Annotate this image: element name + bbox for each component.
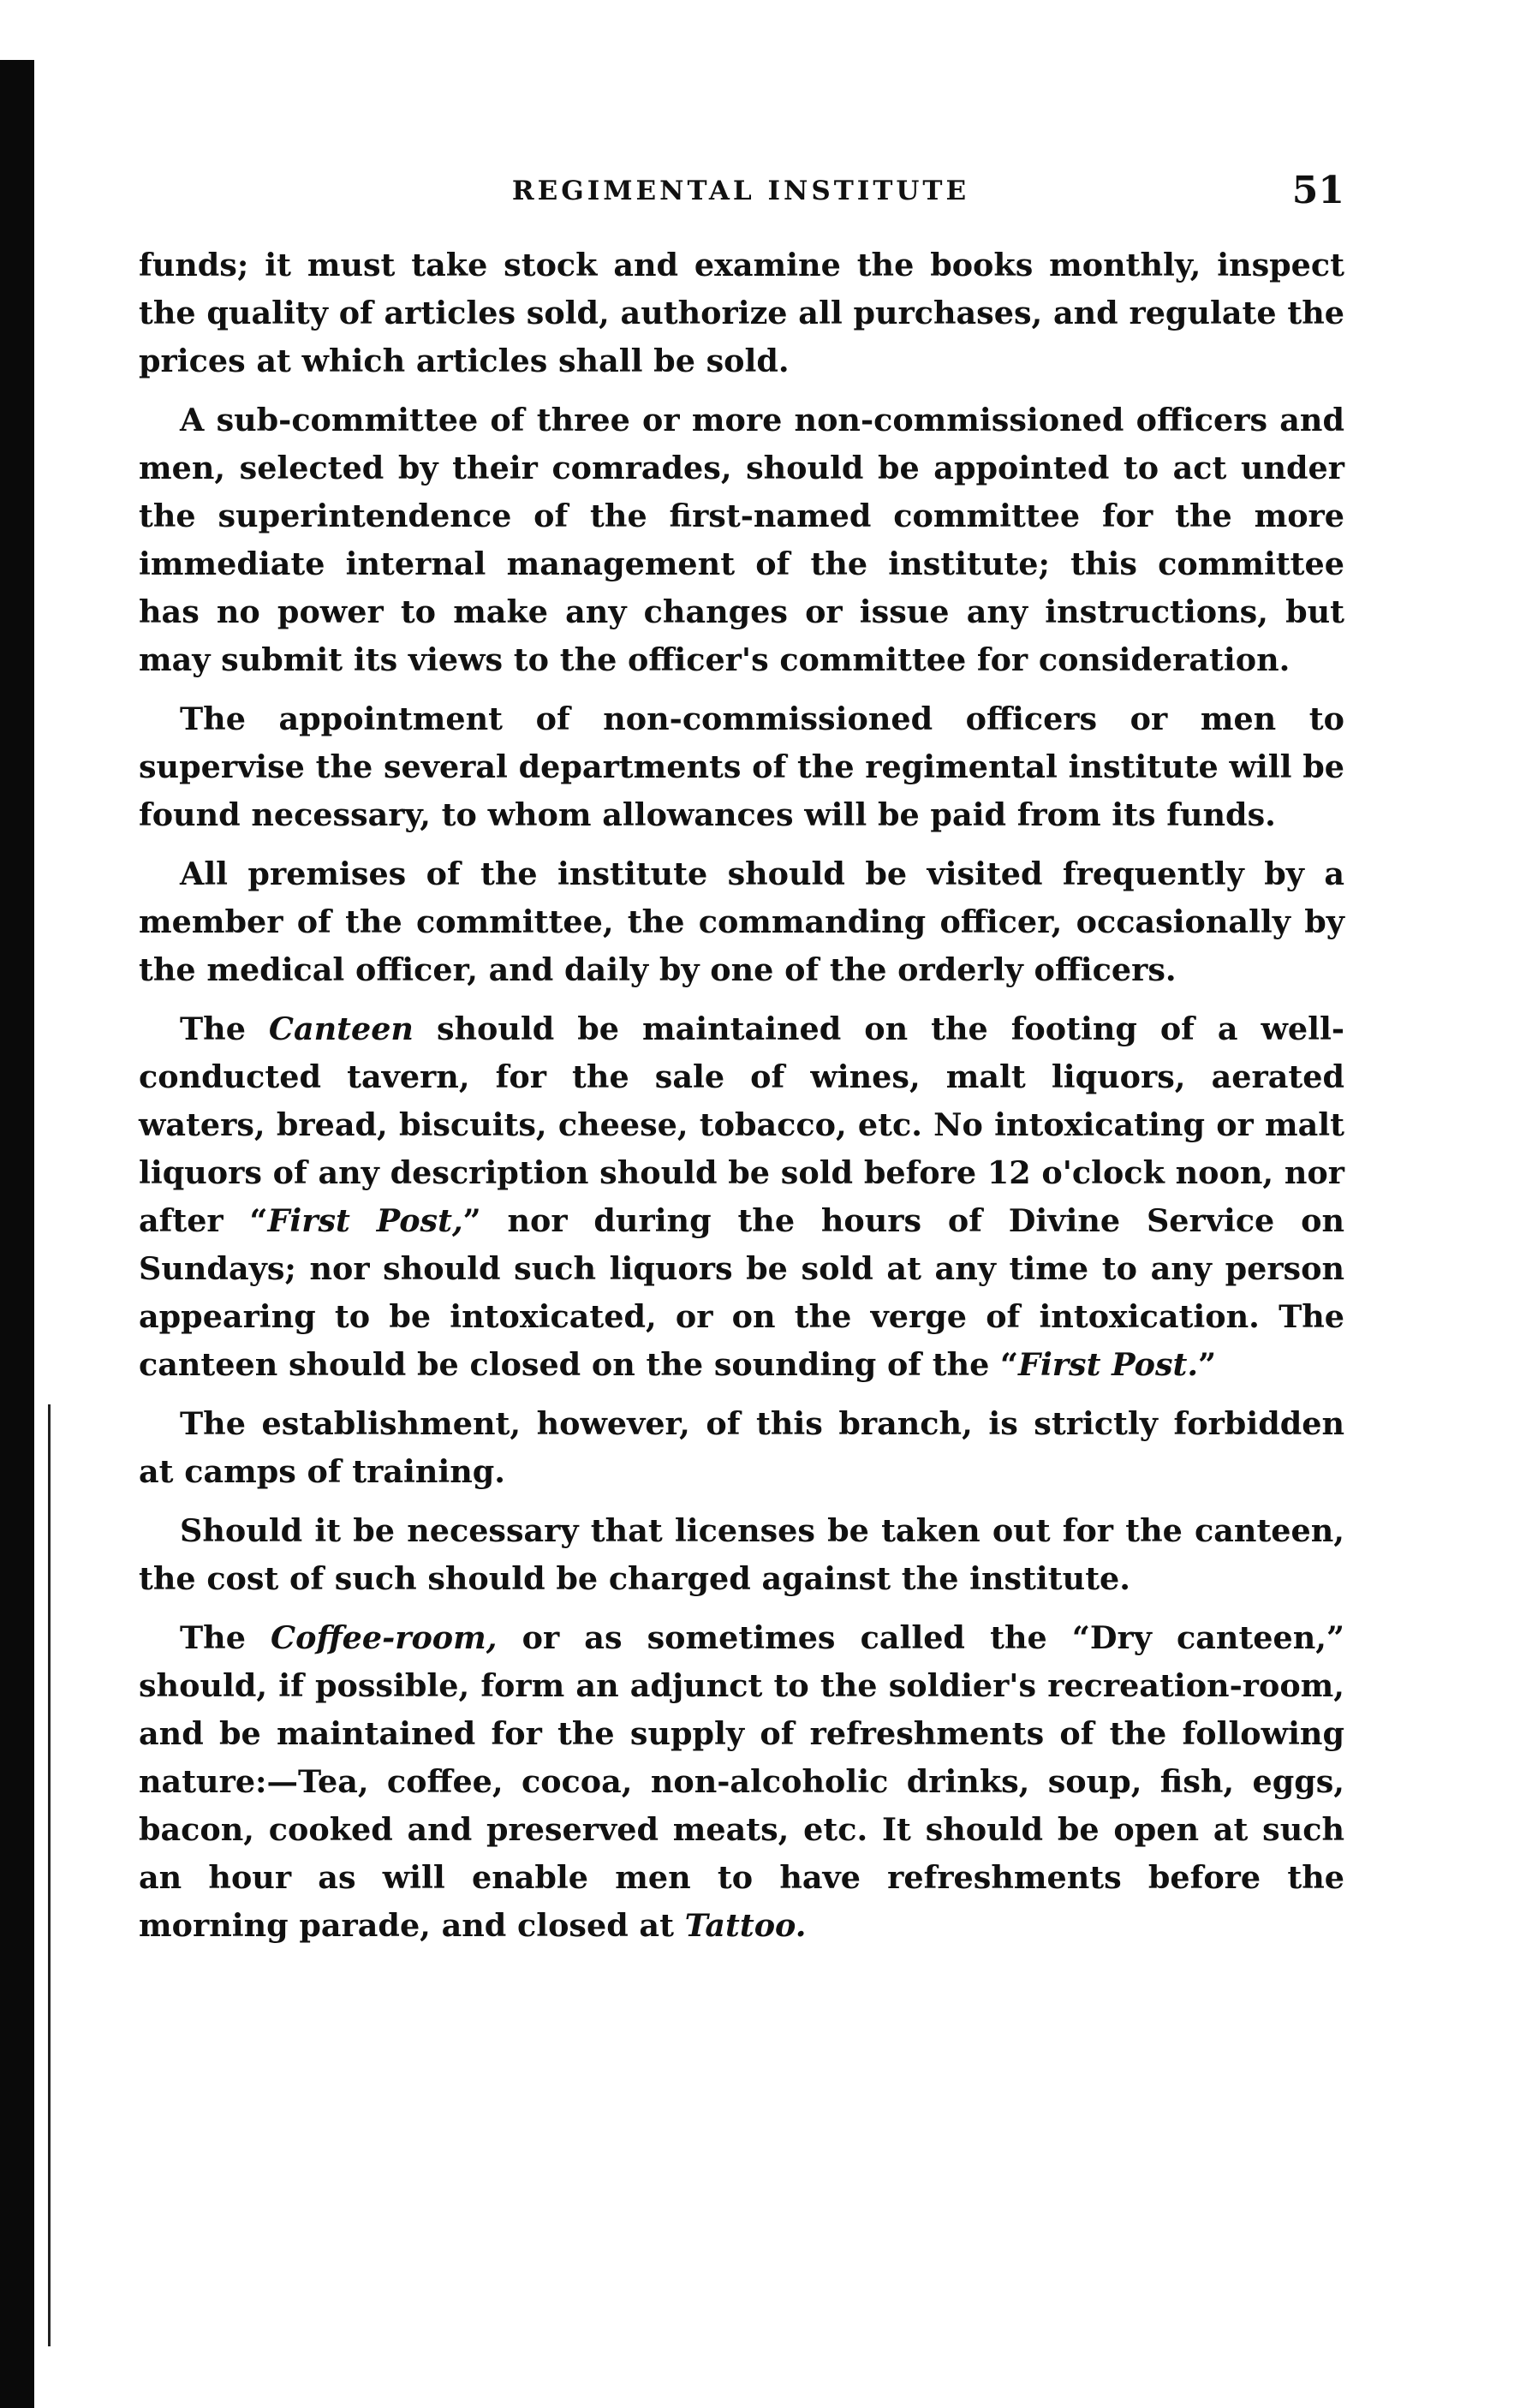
binding-edge bbox=[0, 60, 34, 2408]
paragraph-licenses: Should it be necessary that licenses be taken out for the canteen, the cost of such should be charged against the institute. bbox=[139, 1512, 1344, 1597]
paragraph-sub-committee: A sub-committee of three or more non-commissioned officers and men, selected by their comrades, should be appointed to act under the superintendence of the first-named committee for the more immediate internal management of the institute; this committee has no power to make any changes or issue any instructions, but may submit its views to the officer's committee for consideration. bbox=[139, 402, 1344, 678]
running-head: REGIMENTAL INSTITUTE bbox=[511, 176, 970, 206]
paragraph-appointment: The appointment of non-commissioned officers or men to supervise the several departments of the regimental institute will be found necessary, to whom allowances will be paid from its funds. bbox=[139, 700, 1344, 833]
canteen-text-3: ” nor during the hours of Divine Service on Sundays; nor should such liquors be sold at any time to any person appearing to be intoxicated, or on the verge of intoxication. The canteen should be closed on the sounding of the “ bbox=[139, 1202, 1344, 1383]
coffee-room-term: Coffee-room, bbox=[271, 1619, 498, 1656]
tattoo-term: Tattoo. bbox=[684, 1907, 807, 1944]
paragraph-canteen bbox=[139, 1005, 1344, 1389]
paragraph-premises: All premises of the institute should be visited frequently by a member of the committee, the commanding officer, occasionally by the medical officer, and daily by one of the orderly officers. bbox=[139, 855, 1344, 988]
coffee-text-2: or as sometimes called the “Dry canteen,” should, if possible, form an adjunct to the soldier's recreation-room, and be maintained for the supply of refreshments of the following nature:—Tea, coffee, cocoa, non-alcoholic drinks, soup, fish, eggs, bacon, cooked and preserved meats, etc. It should be open at such an hour as will enable men to have refreshments before the morning parade, and closed at bbox=[139, 1619, 1344, 1944]
canteen-text-1: The bbox=[180, 1010, 269, 1047]
coffee-text-1: The bbox=[180, 1619, 271, 1656]
paragraph-establishment: The establishment, however, of this branch, is strictly forbidden at camps of training. bbox=[139, 1405, 1344, 1490]
page-number: 51 bbox=[1291, 169, 1344, 212]
paragraph-coffee-room bbox=[139, 1614, 1344, 1950]
canteen-text-2: should be maintained on the footing of a well-conducted tavern, for the sale of wines, malt liquors, aerated waters, bread, biscuits, cheese, tobacco, etc. No intoxicating or malt liquors of any description should be sold before 12 o'clock noon, nor after “ bbox=[139, 1010, 1344, 1239]
canteen-text-4: ” bbox=[1198, 1346, 1217, 1383]
first-post-term-2: First Post. bbox=[1018, 1346, 1199, 1383]
page-header bbox=[137, 169, 1344, 227]
first-post-term: First Post, bbox=[267, 1202, 463, 1239]
text-body bbox=[139, 241, 1344, 1961]
paragraph-funds-continued: funds; it must take stock and examine the books monthly, inspect the quality of articles sold, authorize all purchases, and regulate the prices at which articles shall be sold. bbox=[139, 247, 1344, 379]
binding-gutter-line bbox=[48, 1404, 51, 2346]
canteen-term: Canteen bbox=[268, 1010, 414, 1047]
